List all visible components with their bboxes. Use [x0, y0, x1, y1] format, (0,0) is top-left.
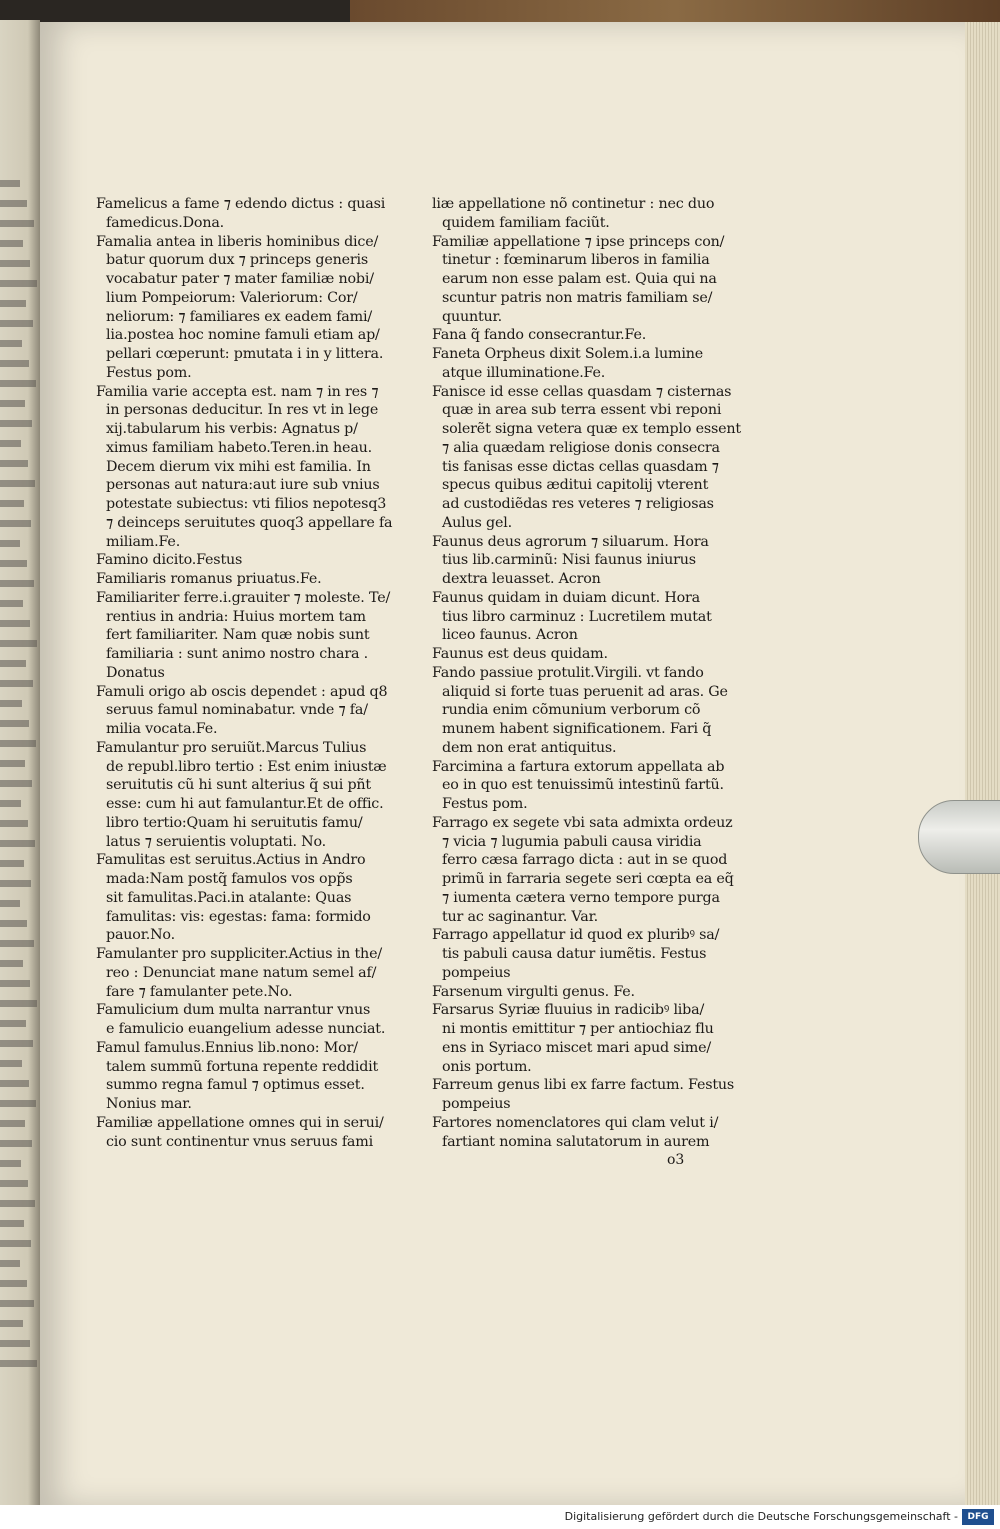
facing-page-text-fragment [0, 280, 37, 287]
dictionary-entry [432, 533, 722, 589]
text-line: Familiaris romanus priuatus.Fe. [96, 571, 322, 587]
dictionary-entry [96, 233, 396, 383]
facing-page-text-fragment [0, 180, 20, 187]
text-line: lia.postea hoc nomine famuli etiam ap/ [106, 327, 380, 344]
text-line: Festus pom. [106, 364, 192, 381]
text-line: ⁊ vicia ⁊ lugumia pabuli causa viridia [442, 833, 702, 850]
dictionary-entry [96, 383, 396, 552]
facing-page-text-fragment [0, 520, 31, 527]
facing-page-text-fragment [0, 1360, 37, 1367]
text-line: Farsenum virgulti genus. Fe. [432, 983, 635, 1000]
dictionary-entry [432, 645, 722, 664]
dictionary-entry [96, 1001, 396, 1039]
facing-page-text-fragment [0, 580, 34, 587]
facing-page-text-fragment [0, 540, 20, 547]
dictionary-entry [96, 1114, 396, 1152]
dictionary-entry [96, 1039, 396, 1114]
text-line: quæ in area sub terra essent vbi reponi [442, 402, 722, 419]
facing-page-text-fragment [0, 1240, 31, 1247]
text-line: miliam.Fe. [106, 533, 181, 550]
text-line: Famulanter pro suppliciter.Actius in the/ [96, 946, 382, 962]
facing-page-text-fragment [0, 640, 37, 647]
facing-page-text-fragment [0, 740, 36, 747]
text-line: tinetur : fœminarum liberos in familia [442, 252, 710, 269]
text-line: rentius in andria: Huius mortem tam [106, 608, 366, 625]
dictionary-entry [432, 326, 722, 345]
text-line: Farsarus Syriæ fluuius in radicibꝰ liba/ [432, 1002, 705, 1019]
facing-page-text-fragment [0, 760, 25, 767]
facing-page-text-fragment [0, 1340, 30, 1347]
text-line: Famulicium dum multa narrantur vnus [96, 1002, 371, 1019]
facing-page-text-fragment [0, 220, 34, 227]
text-line: dextra leuasset. Acron [442, 571, 601, 587]
dictionary-entry [96, 589, 396, 683]
text-line: Famalia antea in liberis hominibus dice/ [96, 233, 379, 250]
facing-page-text-fragment [0, 1220, 24, 1227]
book-clamp [918, 800, 1000, 874]
facing-page-text-fragment [0, 1020, 26, 1027]
footer-bar [0, 1505, 1000, 1529]
text-line: Decem dierum vix mihi est familia. In [106, 458, 371, 475]
facing-page-text-fragment [0, 1260, 20, 1267]
text-line: seruitutis cũ hi sunt alterius q̃ sui pñt [106, 777, 371, 794]
text-line: mada:Nam postq̃ famulos vos opp̃s [106, 871, 353, 887]
text-line: tis fanisas esse dictas cellas quasdam ⁊ [442, 458, 719, 475]
text-line: Farreum genus libi ex farre factum. Festus [432, 1077, 735, 1094]
facing-page-text-fragment [0, 440, 21, 447]
text-line: tis pabuli causa datur iumẽtis. Festus [442, 946, 707, 962]
dictionary-entry [96, 195, 396, 233]
facing-page-text-fragment [0, 800, 21, 807]
text-line: neliorum: ⁊ familiares ex eadem fami/ [106, 308, 372, 325]
text-line: summo regna famul ⁊ optimus esset. [106, 1077, 365, 1094]
facing-page-text-fragment [0, 900, 20, 907]
facing-page-text-fragment [0, 380, 36, 387]
text-line: Farrago appellatur id quod ex pluribꝰ sa/ [432, 927, 720, 944]
facing-page-text-fragment [0, 1100, 36, 1107]
facing-page-text-fragment [0, 500, 24, 507]
text-line: reo : Denunciat mane natum semel af/ [106, 964, 377, 981]
text-line: talem summũ fortuna repente reddidit [106, 1058, 379, 1075]
facing-page-text-fragment [0, 1300, 34, 1307]
text-line: pellari cœperunt: pmutata i in y littera. [106, 346, 384, 362]
dictionary-entry [96, 945, 396, 1001]
text-line: Famuli origo ab oscis dependet : apud q8 [96, 683, 388, 700]
text-line: personas aut natura:aut iure sub vnius [106, 477, 380, 494]
text-line: specus quibus æditui capitolij vterent [442, 477, 709, 494]
facing-page-text-fragment [0, 460, 28, 467]
text-line: Fanisce id esse cellas quasdam ⁊ cisternas [432, 383, 732, 400]
dictionary-entry [432, 664, 728, 758]
text-line: earum non esse palam est. Quia qui na [442, 271, 717, 287]
dictionary-entry [432, 814, 734, 927]
dictionary-entry [432, 1001, 722, 1076]
facing-page-fragment [0, 20, 40, 1505]
text-line: dem non erat antiquitus. [442, 739, 617, 756]
facing-page-text-fragment [0, 1140, 32, 1147]
text-line: batur quorum dux ⁊ princeps generis [106, 252, 369, 269]
facing-page-text-fragment [0, 1320, 23, 1327]
funding-credit: Digitalisierung gefördert durch die Deutsche Forschungsgemeinschaft - [564, 1510, 958, 1523]
text-line: Fando passiue protulit.Virgili. vt fando [432, 664, 704, 681]
text-line: ⁊ alia quædam religiose donis consecra [442, 439, 720, 456]
dictionary-entry [432, 983, 722, 1002]
dictionary-entry [432, 233, 725, 327]
dictionary-entry [432, 1076, 735, 1114]
text-line: Faneta Orpheus dixit Solem.i.a lumine [432, 346, 703, 362]
text-line: Farrago ex segete vbi sata admixta ordeuz [432, 814, 733, 831]
text-line: liæ appellatione nõ continetur : nec duo [432, 196, 715, 212]
page-stack-edge [965, 22, 1000, 1507]
text-line: primũ in farraria segete seri cœpta ea eq̃ [442, 871, 734, 887]
text-line: ximus familiam habeto.Teren.in heau. [106, 439, 372, 456]
left-text-column [96, 195, 396, 1151]
dictionary-entry [432, 758, 725, 814]
text-line: de republ.libro tertio : Est enim iniustæ [106, 758, 387, 775]
text-line: liceo faunus. Acron [442, 627, 578, 644]
facing-page-text-fragment [0, 240, 23, 247]
text-line: Festus pom. [442, 796, 528, 812]
text-line: in personas deducitur. In res vt in lege [106, 402, 379, 419]
text-line: milia vocata.Fe. [106, 721, 218, 737]
text-line: tius lib.carminũ: Nisi faunus iniurus [442, 552, 696, 569]
text-line: famulitas: vis: egestas: fama: formido [106, 908, 371, 925]
facing-page-text-fragment [0, 680, 33, 687]
text-line: fare ⁊ famulanter pete.No. [106, 983, 293, 1000]
facing-page-text-fragment [0, 960, 23, 967]
text-line: ferro cæsa farrago dicta : aut in se quod [442, 852, 728, 869]
text-line: fartiant nomina salutatorum in aurem [442, 1133, 710, 1150]
text-line: ad custodiẽdas res veteres ⁊ religiosas [442, 496, 714, 512]
text-line: Famul famulus.Ennius lib.nono: Mor/ [96, 1039, 358, 1056]
signature-mark: o3 [667, 1152, 685, 1168]
facing-page-text-fragment [0, 420, 32, 427]
facing-page-text-fragment [0, 1040, 33, 1047]
facing-page-text-fragment [0, 1280, 27, 1287]
dfg-logo: DFG [962, 1509, 994, 1525]
dictionary-entry [96, 551, 396, 570]
text-line: libro tertio:Quam hi seruitutis famu/ [106, 814, 363, 831]
facing-page-text-fragment [0, 620, 30, 627]
text-line: potestate subiectus: vti filios nepotesq3 [106, 496, 387, 512]
text-line: Familiæ appellatione ⁊ ipse princeps con/ [432, 233, 725, 250]
text-line: xij.tabularum his verbis: Agnatus p/ [106, 421, 358, 437]
text-line: sit famulitas.Paci.in atalante: Quas [106, 889, 352, 906]
facing-page-text-fragment [0, 480, 35, 487]
text-line: Donatus [106, 664, 165, 681]
facing-page-text-fragment [0, 560, 27, 567]
text-line: solerẽt signa vetera quæ ex templo essent [442, 421, 741, 437]
facing-page-text-fragment [0, 600, 23, 607]
facing-page-text-fragment [0, 1200, 35, 1207]
text-line: atque illuminatione.Fe. [442, 364, 606, 381]
text-line: Aulus gel. [442, 514, 512, 531]
text-line: Familiariter ferre.i.grauiter ⁊ moleste. Te/ [96, 589, 391, 606]
text-line: pompeius [442, 1096, 511, 1112]
text-line: quidem familiam faciũt. [442, 214, 610, 231]
text-line: Familiæ appellatione omnes qui in serui/ [96, 1114, 384, 1131]
text-line: Farcimina a fartura extorum appellata ab [432, 758, 725, 775]
text-line: munem habent significationem. Fari q̃ [442, 721, 712, 737]
text-line: rundia enim cõmunium verborum cõ [442, 702, 701, 719]
text-line: lium Pompeiorum: Valeriorum: Cor/ [106, 289, 358, 306]
dictionary-entry [432, 195, 722, 233]
facing-page-text-fragment [0, 340, 22, 347]
facing-page-text-fragment [0, 980, 30, 987]
text-line: ⁊ iumenta cætera verno tempore purga [442, 889, 720, 906]
text-line: Famulitas est seruitus.Actius in Andro [96, 852, 366, 869]
text-line: pompeius [442, 964, 511, 981]
facing-page-text-fragment [0, 1180, 28, 1187]
text-line: Famelicus a fame ⁊ edendo dictus : quasi [96, 196, 386, 212]
facing-page-text-fragment [0, 840, 35, 847]
dictionary-entry [96, 570, 396, 589]
text-line: famedicus.Dona. [106, 214, 224, 231]
facing-page-text-fragment [0, 880, 31, 887]
text-line: Fartores nomenclatores qui clam velut i/ [432, 1114, 719, 1131]
dictionary-entry [432, 345, 722, 383]
dictionary-entry [432, 926, 722, 982]
text-line: familiaria : sunt animo nostro chara . [106, 646, 368, 662]
facing-page-text-fragment [0, 260, 30, 267]
dictionary-entry [432, 1114, 722, 1152]
dictionary-entry [432, 589, 722, 645]
facing-page-text-fragment [0, 780, 32, 787]
book-cover-edge [350, 0, 1000, 22]
text-line: Nonius mar. [106, 1096, 192, 1112]
facing-page-text-fragment [0, 200, 27, 207]
text-line: Faunus deus agrorum ⁊ siluarum. Hora [432, 533, 709, 550]
text-line: Fana q̃ fando consecrantur.Fe. [432, 327, 647, 344]
text-line: cio sunt continentur vnus seruus fami [106, 1133, 373, 1150]
dictionary-entry [96, 851, 396, 945]
text-line: seruus famul nominabatur. vnde ⁊ fa/ [106, 702, 368, 719]
facing-page-text-fragment [0, 920, 27, 927]
text-line: tius libro carminuz : Lucretilem mutat [442, 608, 712, 625]
text-line: latus ⁊ seruientis voluptati. No. [106, 833, 326, 850]
facing-page-text-fragment [0, 860, 24, 867]
facing-page-text-fragment [0, 360, 29, 367]
facing-page-text-fragment [0, 400, 25, 407]
text-line: Faunus est deus quidam. [432, 646, 608, 662]
text-line: quuntur. [442, 308, 502, 325]
dictionary-entry [96, 683, 396, 739]
text-line: ni montis emittitur ⁊ per antiochiaz flu [442, 1021, 714, 1037]
text-line: fert familiariter. Nam quæ nobis sunt [106, 627, 370, 644]
right-text-column [432, 195, 741, 1151]
facing-page-text-fragment [0, 1160, 21, 1167]
facing-page-text-fragment [0, 700, 22, 707]
text-line: scuntur patris non matris familiam se/ [442, 289, 713, 306]
text-line: aliquid si forte tuas peruenit ad aras. Ge [442, 683, 728, 700]
text-line: Famino dicito.Festus [96, 552, 243, 569]
text-line: e famulicio euangelium adesse nunciat. [106, 1021, 386, 1037]
facing-page-text-fragment [0, 320, 33, 327]
facing-page-text-fragment [0, 1000, 37, 1007]
dictionary-entry [96, 739, 396, 852]
facing-page-text-fragment [0, 660, 26, 667]
text-line: Famulantur pro seruiũt.Marcus Tulius [96, 739, 367, 756]
text-line: esse: cum hi aut famulantur.Et de offic. [106, 796, 384, 812]
dictionary-entry [432, 383, 741, 533]
facing-page-text-fragment [0, 820, 28, 827]
text-line: tur ac saginantur. Var. [442, 908, 598, 925]
facing-page-text-fragment [0, 1120, 25, 1127]
text-line: Familia varie accepta est. nam ⁊ in res ⁊ [96, 383, 379, 400]
facing-page-text-fragment [0, 720, 29, 727]
facing-page-text-fragment [0, 940, 34, 947]
text-line: ens in Syriaco miscet mari apud sime/ [442, 1039, 712, 1056]
text-line: Faunus quidam in duiam dicunt. Hora [432, 589, 700, 606]
text-line: ⁊ deinceps seruitutes quoq3 appellare fa [106, 514, 393, 531]
facing-page-text-fragment [0, 1060, 22, 1067]
text-line: vocabatur pater ⁊ mater familiæ nobi/ [106, 271, 374, 287]
text-line: eo in quo est tenuissimũ intestinũ fartũ. [442, 777, 724, 794]
text-line: onis portum. [442, 1058, 532, 1075]
text-line: pauor.No. [106, 927, 175, 944]
facing-page-text-fragment [0, 300, 26, 307]
facing-page-text-fragment [0, 1080, 29, 1087]
